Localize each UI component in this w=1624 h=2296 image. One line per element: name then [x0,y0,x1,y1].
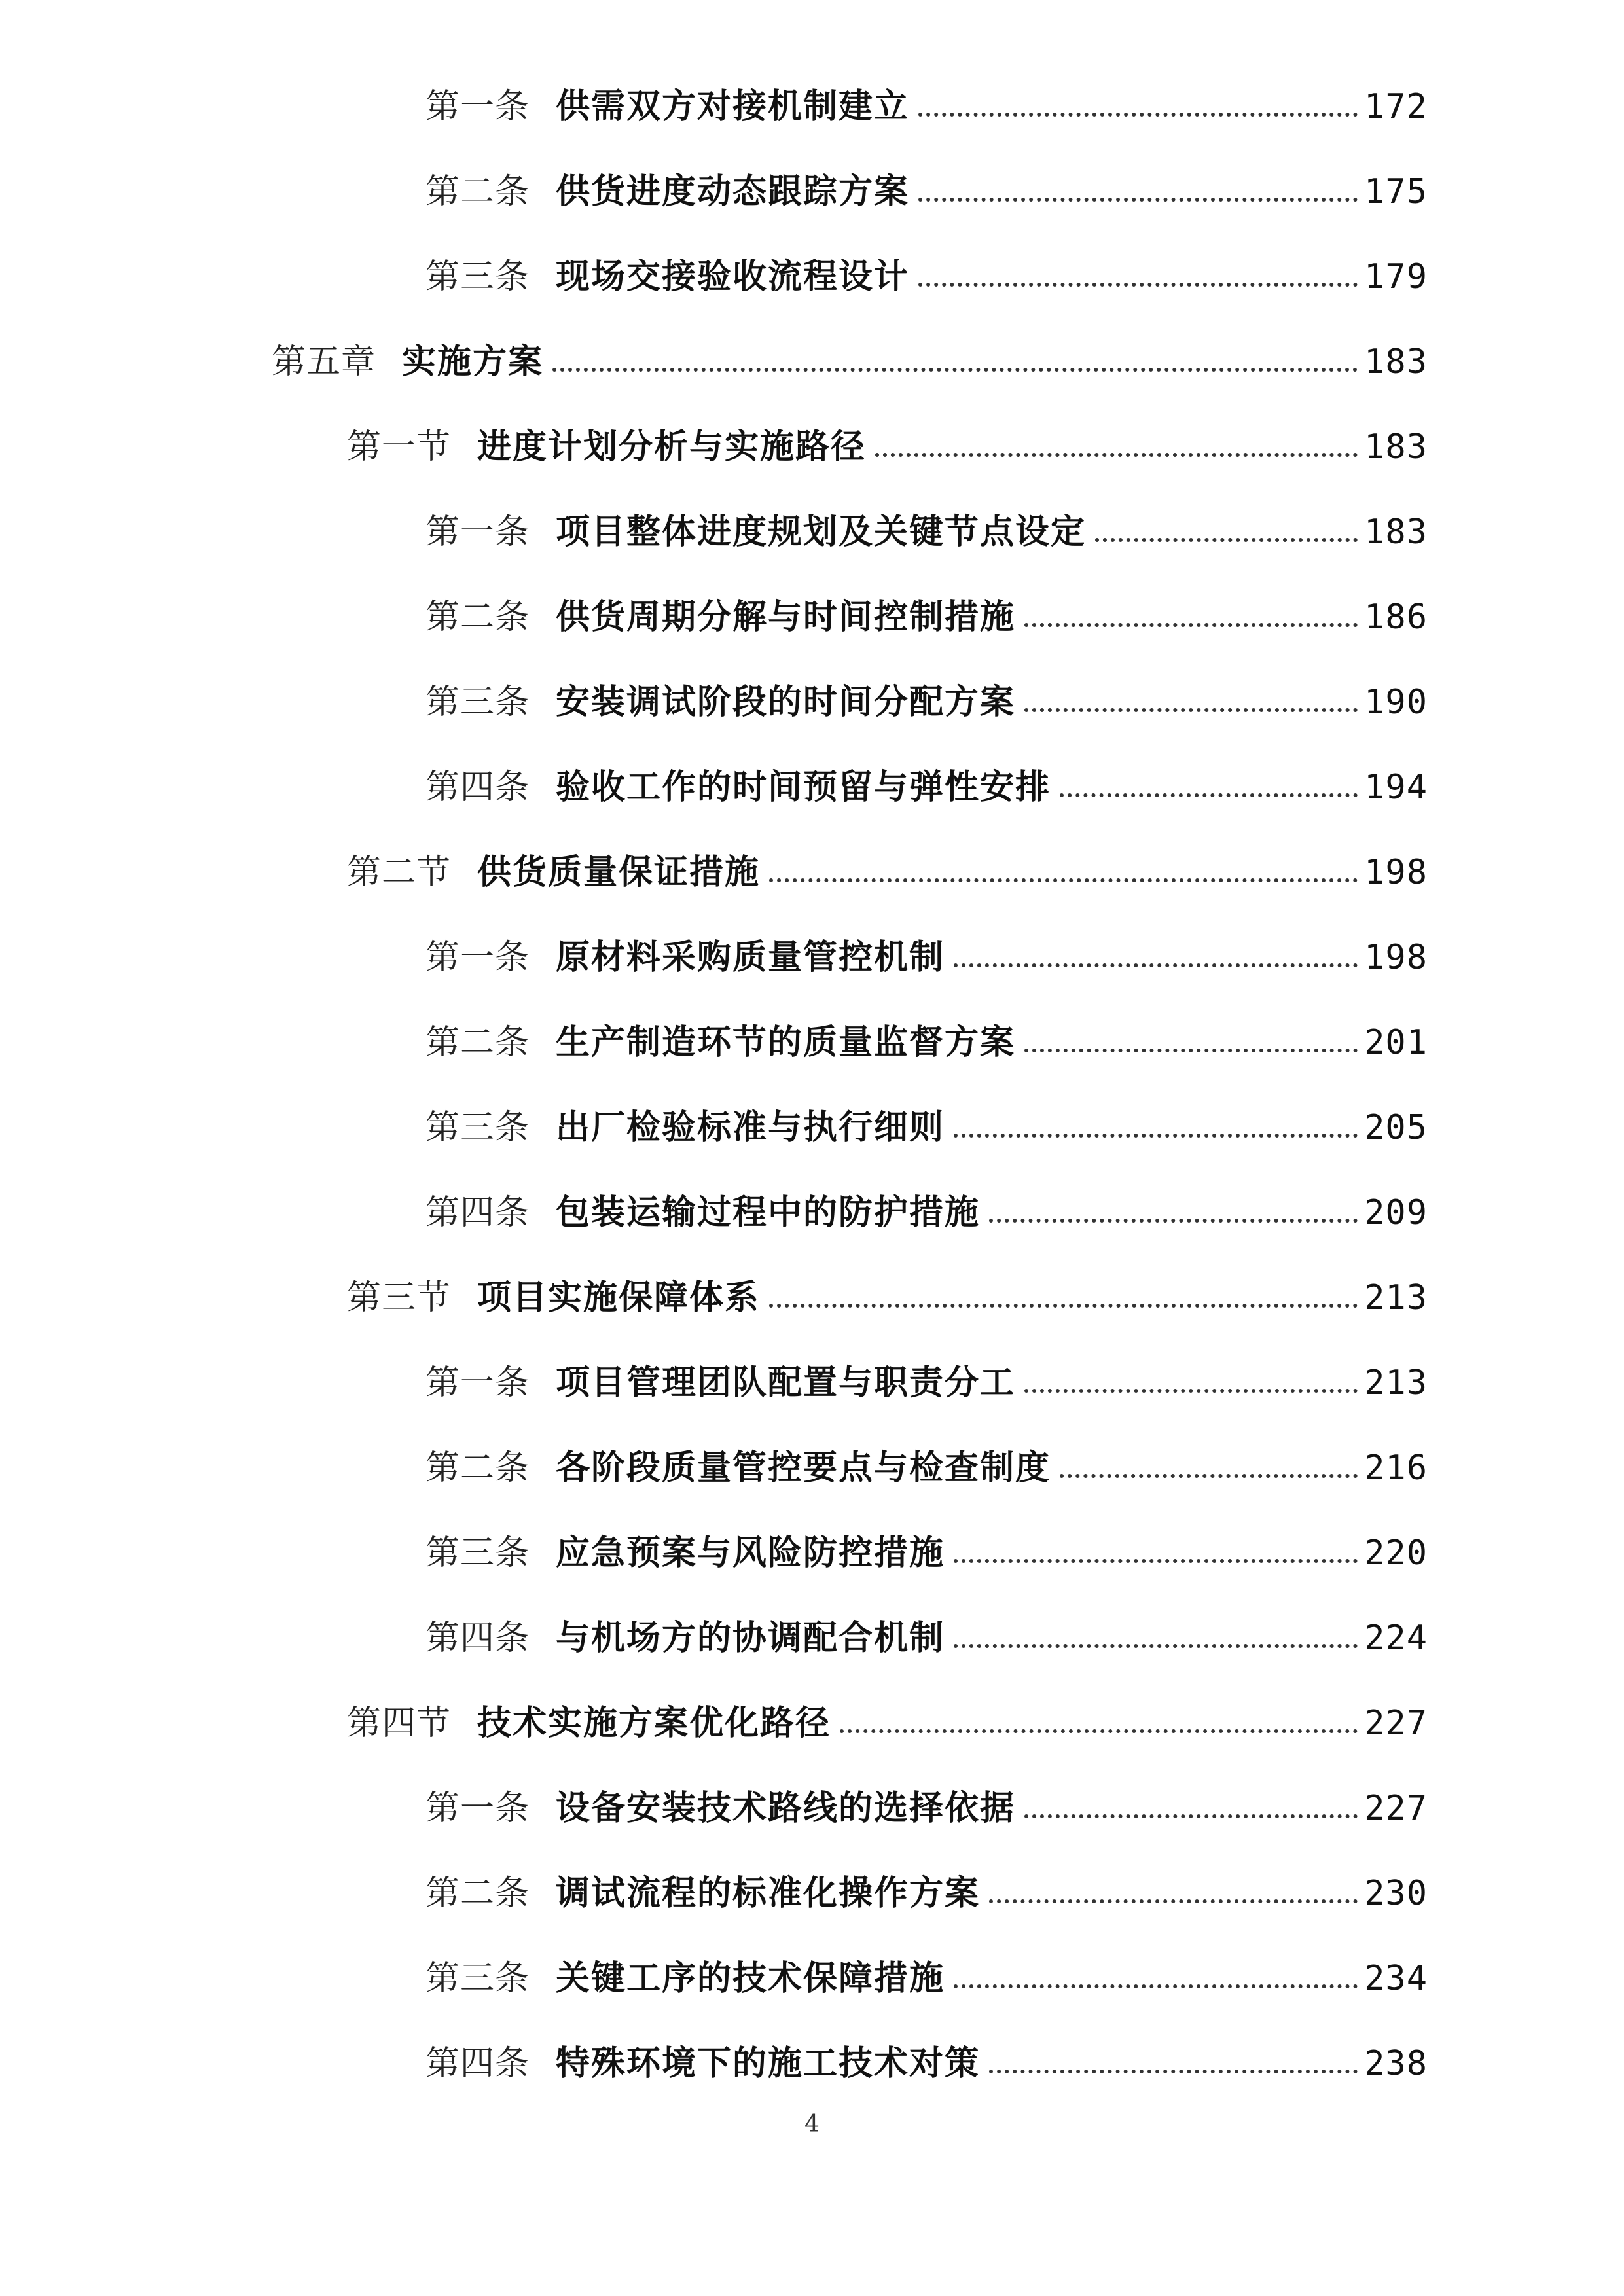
toc-entry[interactable] [425,1772,1428,1844]
toc-entry[interactable] [425,496,1428,568]
toc-entry-page: 234 [1364,1959,1428,1998]
toc-dot-leader [769,1303,1358,1308]
toc-entry-page: 201 [1364,1023,1428,1062]
toc-entry-page: 213 [1364,1278,1428,1318]
toc-dot-leader [1024,622,1358,627]
toc-dot-leader [1024,708,1358,712]
toc-dot-leader [1024,1048,1358,1052]
toc-entry-prefix: 第三条 [425,1534,530,1573]
toc-dot-leader [954,1133,1358,1138]
toc-entry[interactable] [425,1857,1428,1929]
toc-entry-title: 出厂检验标准与执行细则 [556,1107,945,1147]
toc-entry-prefix: 第四节 [347,1704,452,1743]
toc-entry-prefix: 第五章 [272,342,376,382]
toc-entry-prefix: 第二条 [425,1874,530,1913]
toc-entry-prefix: 第二条 [425,172,530,211]
toc-entry-title: 与机场方的协调配合机制 [556,1618,945,1658]
toc-entry[interactable] [425,1177,1428,1249]
toc-entry-title: 包装运输过程中的防护措施 [556,1193,981,1232]
toc-entry-prefix: 第二条 [425,1448,530,1488]
toc-entry-prefix: 第三条 [425,1959,530,1998]
toc-entry[interactable] [425,1007,1428,1079]
toc-entry-prefix: 第四条 [425,1193,530,1232]
toc-entry-prefix: 第四条 [425,768,530,807]
toc-entry-prefix: 第三条 [425,1108,530,1147]
toc-entry[interactable] [425,666,1428,738]
toc-entry-page: 227 [1364,1704,1428,1743]
toc-entry-page: 186 [1364,598,1428,637]
toc-entry-page: 227 [1364,1789,1428,1828]
toc-dot-leader [954,963,1358,967]
toc-dot-leader [918,282,1358,287]
toc-entry-section[interactable] [347,1262,1428,1334]
toc-entry-title: 验收工作的时间预留与弹性安排 [556,767,1051,807]
toc-entry[interactable] [425,71,1428,143]
toc-dot-leader [875,452,1358,457]
toc-entry-prefix: 第三条 [425,257,530,296]
toc-entry[interactable] [425,156,1428,228]
toc-entry-title: 供货进度动态跟踪方案 [556,171,910,211]
toc-entry-title: 关键工序的技术保障措施 [556,1958,945,1998]
toc-entry-section[interactable] [347,411,1428,483]
toc-entry[interactable] [425,581,1428,653]
toc-dot-leader [918,197,1358,202]
toc-entry-prefix: 第三条 [425,683,530,722]
toc-entry-page: 209 [1364,1193,1428,1232]
toc-entry-prefix: 第四条 [425,1619,530,1658]
toc-entry-prefix: 第二条 [425,1023,530,1062]
toc-entry-section[interactable] [347,836,1428,908]
toc-dot-leader [989,2069,1358,2073]
toc-dot-leader [840,1729,1358,1733]
toc-entry[interactable] [425,1092,1428,1164]
toc-entry-prefix: 第三节 [347,1278,452,1318]
toc-entry-prefix: 第一条 [425,938,530,977]
toc-dot-leader [954,1643,1358,1648]
toc-entry-chapter[interactable] [272,326,1428,398]
toc-entry-section[interactable] [347,1687,1428,1759]
toc-entry[interactable] [425,1347,1428,1419]
toc-entry-title: 各阶段质量管控要点与检查制度 [556,1448,1051,1488]
toc-entry[interactable] [425,1602,1428,1674]
toc-entry-page: 238 [1364,2044,1428,2083]
toc-entry-title: 应急预案与风险防控措施 [556,1533,945,1573]
toc-dot-leader [954,1984,1358,1988]
toc-entry-page: 183 [1364,342,1428,382]
toc-entry-title: 现场交接验收流程设计 [556,257,910,296]
toc-entry-prefix: 第一条 [425,1363,530,1403]
toc-entry-title: 特殊环境下的施工技术对策 [556,2043,981,2083]
toc-entry-title: 安装调试阶段的时间分配方案 [556,682,1016,722]
toc-entry-title: 进度计划分析与实施路径 [477,427,867,467]
toc-entry-page: 216 [1364,1448,1428,1488]
toc-entry[interactable] [425,1517,1428,1589]
toc-entry-page: 205 [1364,1108,1428,1147]
toc-entry-title: 技术实施方案优化路径 [477,1703,831,1743]
toc-entry-page: 198 [1364,938,1428,977]
toc-dot-leader [918,112,1358,117]
toc-entry[interactable] [425,1432,1428,1504]
toc-entry-prefix: 第一条 [425,87,530,126]
toc-entry-page: 179 [1364,257,1428,296]
toc-entry-page: 224 [1364,1619,1428,1658]
page-number: 4 [804,2111,820,2138]
toc-entry-title: 原材料采购质量管控机制 [556,937,945,977]
toc-entry[interactable] [425,751,1428,823]
toc-entry-prefix: 第二条 [425,598,530,637]
toc-dot-leader [989,1899,1358,1903]
toc-dot-leader [954,1558,1358,1563]
toc-entry[interactable] [425,2028,1428,2100]
toc-dot-leader [989,1218,1358,1223]
toc-dot-leader [552,367,1358,372]
toc-entry[interactable] [425,241,1428,313]
toc-dot-leader [1060,1473,1358,1478]
toc-dot-leader [1024,1388,1358,1393]
toc-entry-page: 183 [1364,512,1428,552]
toc-entry-page: 183 [1364,427,1428,467]
toc-entry-title: 生产制造环节的质量监督方案 [556,1022,1016,1062]
toc-entry-title: 设备安装技术路线的选择依据 [556,1788,1016,1828]
toc-entry-page: 194 [1364,768,1428,807]
toc-dot-leader [1095,537,1358,542]
toc-entry-page: 213 [1364,1363,1428,1403]
toc-entry-page: 198 [1364,853,1428,892]
toc-entry-title: 供需双方对接机制建立 [556,86,910,126]
toc-entry-title: 供货周期分解与时间控制措施 [556,597,1016,637]
toc-entry-page: 220 [1364,1534,1428,1573]
toc-entry-prefix: 第四条 [425,2044,530,2083]
toc-entry-prefix: 第一条 [425,512,530,552]
toc-entry[interactable] [425,1943,1428,2015]
toc-entry-title: 项目实施保障体系 [477,1278,761,1318]
toc-entry-page: 190 [1364,683,1428,722]
toc-entry-title: 项目整体进度规划及关键节点设定 [556,512,1087,552]
toc-entry-title: 项目管理团队配置与职责分工 [556,1363,1016,1403]
toc-entry-page: 172 [1364,87,1428,126]
toc-entry-title: 供货质量保证措施 [477,852,761,892]
toc-entry[interactable] [425,922,1428,994]
toc-dot-leader [769,878,1358,882]
toc-entry-prefix: 第一条 [425,1789,530,1828]
toc-dot-leader [1060,793,1358,797]
toc-dot-leader [1024,1814,1358,1818]
toc-entry-page: 175 [1364,172,1428,211]
toc-entry-page: 230 [1364,1874,1428,1913]
toc-entry-title: 调试流程的标准化操作方案 [556,1873,981,1913]
toc-entry-prefix: 第一节 [347,427,452,467]
toc-entry-title: 实施方案 [402,342,544,382]
toc-entry-prefix: 第二节 [347,853,452,892]
